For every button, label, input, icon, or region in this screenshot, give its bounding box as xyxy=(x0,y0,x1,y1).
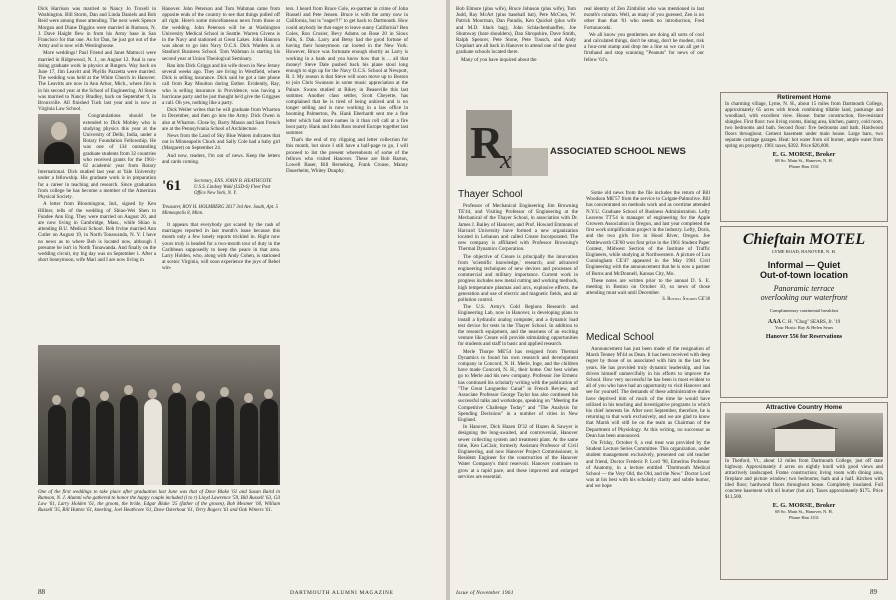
ad-broker: E. G. MORSE, Broker xyxy=(772,151,836,158)
motel-name: Chieftain MOTEL xyxy=(742,231,866,248)
ad-body: In charming village, Lyme, N. H., about 15 miles from Dartmouth College, approximately 65 acres with brook combining tillable land, pasturage and woodland, with excellent view. House: frame construction, fire-resistant shingles. First floor: two living rooms, dining area, kitchen, pantry, cold room, two bedrooms and bath. Second floor: five bedrooms and bath. Hardwood floors throughout. Cement basement under main house. Large barn, two separate carriage garages. Heat: hot water from oil burner, ample water from spring on property. 1961 taxes, $392. Price $26,000. xyxy=(725,102,883,149)
paragraph: Bob Elmore (plus wife), Bruce Johnson (plus wife), Tom Judd, Ray McArt (plus baseball bat), Pete McCrea, W. Patrick Moorman, Dan Paradis, Ken Quickel (plus wife and M.D. black bag), John Schlachenhauffen, Joe Shumway (bare shoulders), Dan Shropshire, Dave Smith, Ralph Spencer, Pete Stone, Pete Tousch, and Andy Urquhart are all back in Hanover to attend one of the great graduate schools located there. xyxy=(456,6,576,56)
paragraph: Dick Harrison was married to Nancy Jo Troxell in Washington. Bill Storm, Dan and Linda Daniels and Bob Reid were among those attending. The next week Spence Morgan and Diane Diggins were married in Rumson, N. J. Dave Haight flew in from his Army base in San Francisco for that one. As for Dan, he just got out of the Army and is now with Westinghouse. xyxy=(38,6,156,50)
aaa-badge: AAA xyxy=(767,319,781,325)
ad-address: 68 So. Main St., Hanover, N. H. xyxy=(775,158,833,163)
left-column-2 xyxy=(162,6,280,176)
paragraph: These notes are written prior to the annual D. S. E. meeting in Boston on October 10, so news of those attending must wait until December. xyxy=(586,277,710,297)
secretary-address: Secretary, ENS. JOHN B. HEATHCOTE U.S.S. Lindsey Wakl (LSD-6) Fleet Post Office New York, N. Y. xyxy=(194,179,272,196)
paragraph: A letter from Bloomington, Ind., signed by Ken Hillner, tells of the wedding of Shiao-Wei Shen to Fundee Ann Eng. They were married on August 20, and are now living in Cambridge, Mass., while Shiao is attending B.U. Medical School. Bob Irvine married Ann Cutler on August 19, in North Tonawanda, N. Y. I have no news as to where Bob is located now, although I presume he isn't in North Tonawanda. And finally on the wedding circuit, my big day was on September 1. After a short honeymoon, wife Mari and I are now living in xyxy=(38,201,156,264)
chieftain-motel-ad xyxy=(720,226,888,398)
motel-line-3: Panoramic terrace xyxy=(773,284,835,293)
ad-title: Retirement Home xyxy=(777,94,831,101)
country-home-ad xyxy=(720,402,888,580)
ad-phone: Phone Han 1331 xyxy=(789,515,819,520)
thayer-column-2 xyxy=(586,190,710,326)
paragraph: We all know you gentlemen are doing all sorts of cool and calculated things, don't be smug, don't be modest, risk a four-cent stamp and drop me a line so we can all get it firsthand and stop scanning "Peanuts" for news of our fellow '61's. xyxy=(584,31,704,63)
ad-broker: E. G. MORSE, Broker xyxy=(772,502,836,509)
motel-line-4: overlooking our waterfront xyxy=(760,293,848,302)
paragraph: More weddings! Paul Friend and Janet Mattucci were married in Ridgewood, N. J., on August 12. Paul is now doing graduate work in physics at Rutgers. Way back on June 17, Jim Leavitt and Phyllis Pazzetta were married. The wedding was held at the White Church in Hanover. The Leavitts are now in Ann Arbor, Mich., where Jim is in his second year at the School of Engineering. Al Stone was married to Nancy Bradley, back on September 9, in Bronxville. All finished Tuck last year and is now at Virginia Law School. xyxy=(38,50,156,113)
motel-hosts: Your Hosts: Ray & Helen Sears xyxy=(774,325,834,330)
paragraph: Merle Thorpe ME'54 has resigned from Thermal Dynamics to found his own research and development company in Concord, N. H. Merle, Inge, and the children have made Concord, N. H., their home. Our best wishes go to Merle and his new company. Professor Joe Ermenc has continued his scholarly writing with the publication of "The Great Languedoc Canal" in French Review, and Associate Professor George Taylor has also continued his successful talks and workshops, speaking on "Meeting the Competitive Challenge Today" and "The Analysis for Spending Decisions" in a number of cities in New England. xyxy=(458,348,578,423)
ad-title: Attractive Country Home xyxy=(765,404,843,411)
paragraph: News from the Land of Sky Blue Waters indicates that out in Minneapolis Chuck and Sally Cole had a baby girl (Margaret) on September 24. xyxy=(162,133,280,152)
paragraph: Some old news from the file includes the return of Bill Woodson ME'57 from the service to Colgate-Palmolive. Bill has concentrated on methods work and as overtime attended N.Y.U. Graduate School of Business Administration. Lefty Leavens TT'54 is manager of engineering for the Apple Growers Association in Oregon, and last year completed the first work simplification project in the industry. Lefty, Doris, and the two girls live in Hood River, Oregon. Joe Wattleworth CE'60 won first prize in the 1961 Student Paper Contest, Midwest Section of the Institute of Traffic Engineers, while studying at Northwestern. A picture of Lou Cunningham CE'47 appeared in the May 1961 Civil Engineering with the announcement that he is now a partner of Burns and McDonnell, Kansas City, Mo. xyxy=(586,190,710,277)
paragraph: The objective of Creare is principally the innovation from 'scientific knowledge,' research, and advanced engineering techniques of new devices and processes of commercial and military importance. Current work in progress includes new metal cutting and working methods, high temperature plasmas and arcs, explosive effects, the generation and use of electric and magnetic fields, and air pollution control. xyxy=(458,253,578,304)
ad-body: In Thetford, Vt., about 12 miles from Dartmouth College, just off state highway. Approximately 4 acres on nightly knoll with good views and attractively landscaped. Frame construction; living room with dining area, fireplace and picture window; two bedrooms; bath and a half. Kitchen with tiled floor; hardwood floors throughout house. Completely insulated. Full concrete basement with oil burner (hot air). Taxes approximately $175. Price $11,500. xyxy=(725,459,883,500)
paragraph: In Hanover, Dick Hazen D'32 of Hazen & Sawyer is designing the long-awaited, and controversial, Hanover sewer collecting system and treatment plant. At the same time, Ken LaClair, formerly Assistant Professor of Civil Engineering, and now Hanover Project Commissioner, is Resident Engineer for the construction of the Hanover Water Company's third reservoir. Hanover continues to grow at a rapid pace, and these improved and enlarged services are essential. xyxy=(458,424,578,480)
medical-school-heading: Medical School xyxy=(586,332,654,343)
right-page xyxy=(450,0,896,600)
retirement-home-ad xyxy=(720,92,888,222)
left-page xyxy=(0,0,446,600)
photo-caption: One of the first weddings to take place after graduation last June was that of Dave Blake '61 and Susan Baird in Rumson, N. J. Alumni who gathered to honor the happy couple included (l to r) Lloyd Lawrence '59, Bill Russell '63, Gil Low '61, Larry Holden '61, the groom, the bride, Edgar Blake '25 (father of the groom), Bob Mesmer '60, William Russell '35, Bill Hutton '61, kneeling, Joel Heathcote '61, Dave Osterhout '61, Terry Rogers '61 and Oak Winters '61. xyxy=(38,490,280,513)
paragraph: Professor of Mechanical Engineering Jim Browning TE'44, and Visiting Professor of Engineering at the Mechanical of the Thayer School, in association with Dr. James J. Bailey of Hanover, and Prof. Howard Emmons of Harvard University have formed a new organization located in Lebanon and called Creare Incorporated. The new company is affiliated with Professor Browning's Thermal Dynamics Corporation. xyxy=(458,203,578,253)
ad-phone: Phone Han 1331 xyxy=(789,164,819,169)
motel-owner: C. H. "Chug" SEARS, Jr. '19 xyxy=(782,320,841,325)
right-column-2-top xyxy=(584,6,704,110)
left-column-1 xyxy=(38,6,156,274)
paragraph: The U.S. Army's Cold Regions Research and Engineering Lab, now in Hanover, is developing plans to install a hydraulic analog computer, and a dynamic load test device for tests in the Thayer School. In addition to the research equipment, and the nearness of an exciting venture like Creare will provide stimulating opportunities for students and staff in basic and applied research. xyxy=(458,304,578,348)
magazine-footer: DARTMOUTH ALUMNI MAGAZINE xyxy=(290,590,394,596)
thayer-signature: S. Russell Stearns CE'38 xyxy=(662,297,710,303)
thayer-school-heading: Thayer School xyxy=(458,189,523,200)
motel-address: LYME ROAD, HANOVER, N. H. xyxy=(772,249,836,254)
paragraph: Many of you have inquired about the xyxy=(461,56,537,63)
motel-line-1: Informal — Quiet xyxy=(767,260,841,270)
paragraph: It appears that everybody got scared by the rash of marriages reported in last month's issue because this month only a few lonely reports trickled in. Right now yours truly is headed for a two-month tour of duty in the Caribbean supposedly to keep the peace in that area. Larry Holden, who, along with Andy Cohen, is stationed at scenic Virginia, will soon experience the joys of Rebel win- xyxy=(162,222,280,272)
paragraph: That's the end of my clipping and letter collection for this month, but since I still have a half-page to go, I will proceed to list the present whereabouts of some of the fellows who visited Hanover. These are Bob Barton, Lowell Baser, Bill Berneking, Frank Crouse, Manny Dauerheim, Whitey Dunphy. xyxy=(286,137,408,175)
motel-line-2: Out-of-town location xyxy=(760,270,848,280)
left-column-2-continued xyxy=(162,222,280,342)
paragraph: ters. I heard from Bruce Cole, ex-partner in crime of John Russell and Pete Jensen. Bruce is with the army now in California, but is "eager!!!" to get back to Dartmouth. How could anybody be that eager to leave sunny California? Ben Coles, Ron Crosier, Bevy Adams on Rose 20 in Sioux Falls, S. Dak. Larry and Betsy had the good fortune of having their honeymoon car looted in the New York. However, Bruce was fortunate enough shortly as Larry is working in a bank and you know how that is ... all that money! Steve Dale pushed back his plane stool long enough to sign up for the Navy O.C.S. School at Newport, R. I. My reason is that Steve will soon move up to Boston to join Chris Swanson in some music appreciation at the Palace. Swans studied at Rikey in Beaseville this last summer. Another class settler, Scott Cheyette, has complained that he is tired of being unhired and is no longer selling and is now working in a law office in booming Palmerton, Pa. Hank Eberhardt sent me a fine letter which had more names in it than roll call at a fire boot party. Hank and John Ross toured Europe together last summer. xyxy=(286,6,408,137)
left-column-3 xyxy=(286,6,408,540)
house-photo xyxy=(725,413,883,457)
paragraph: Ran into Dick Griggs and his wife down in New Jersey several weeks ago. They are living in Westfield, where Dick is selling insurance. Dick said he got a late phone call from Ray Moulton during Esther. Evidently, Ray, who is selling insurance in Providence, was having a hurricane party and he just thought he'd give the Griggses a call. Oh yes, nothing like a party. xyxy=(162,62,280,107)
portrait-photo xyxy=(38,114,80,164)
issue-footer: Issue of November 1961 xyxy=(456,590,514,596)
treasurer-address: Treasurer, ROY H. HOLMBERG 2617 3rd Ave. South, Apt. 5 Minneapolis 8, Minn. xyxy=(162,205,279,216)
paragraph: Dick Weiler writes that he will graduate from Wharton in December, and then go into the Army. Dick Owen is also at Wharton. Close by, Barry Mason and Sam French are at the Pennsylvania School of Architecture. xyxy=(162,107,280,132)
svg-text:x: x xyxy=(500,145,512,174)
medical-column xyxy=(586,346,710,578)
thayer-column-1 xyxy=(458,203,578,577)
paragraph: Announcement has just been made of the resignation of Marsh Tenney M'44 as Dean. It has been received with deep regret by those of us associated with him in the last few years. He has provided truly dynamic leadership, and has driven himself unmercifully in his efforts to improve the School. How very successful he has been is most evident to all of you who have had an opportunity to visit Hanover and see for yourself. The demands of these administrative duties have deprived him of much of the time he would have utilized in his teaching and investigative programs in which his chief interests lie. After next September, therefore, he is returning to that work exclusively, and we are glad to know that Marsh will still be on the team as Chairman of the Department of Physiology. At this writing, no successor as Dean has been announced. xyxy=(586,346,710,439)
paragraph: And now, readers, I'm out of news. Keep the letters and cards coming. xyxy=(162,152,280,165)
associated-school-news-title: ASSOCIATED SCHOOL NEWS xyxy=(550,146,686,157)
wedding-group-photo xyxy=(38,345,280,485)
page-number-right: 89 xyxy=(870,588,877,596)
class-year-label: '61 xyxy=(162,178,182,194)
paragraph: real identity of Zen Zimbilist who was mentioned in last month's column. Well, as many of you guessed, Zen is no other than that '61 who needs no introduction, Fred Fortunacoski. xyxy=(584,6,704,31)
motel-breakfast: Complimentary continental breakfast xyxy=(769,308,839,313)
associated-school-news-logo xyxy=(460,108,550,186)
motel-phone: Hanover 556 for Reservations xyxy=(765,334,843,340)
right-column-1-top xyxy=(456,6,576,110)
page-number-left: 88 xyxy=(38,588,45,596)
paragraph: Congratulations should be extended to Dick Mobley who is studying physics this year at the University of Delhi, India, under a Rotary Foundation Fellowship. He was one of 134 outstanding graduate students from 32 countries who received grants for the 1961-62 academic year from Rotary International. Dick studied last year at Yale University under a fellowship. His graduate work is in preparation for a career in teaching and research. Since graduation from college he has become a member of the American Physical Society. xyxy=(38,113,156,201)
paragraph: On Friday, October 6, a real treat was provided by the Student Lecture Series Committee. This organization, under student management exclusively, presented our old teacher and friend, Doctor Frederic P. Lord '98, Emeritus Professor of Anatomy, in a lecture entitled "Dartmouth Medical School — the Very Old, the Old, and the New." Doctor Lord was at his best with his scholarly clarity and subtle humor, and we hope xyxy=(586,440,710,490)
ad-address: 68 So. Main St., Hanover, N. H. xyxy=(775,509,833,514)
svg-text:R: R xyxy=(470,117,504,168)
paragraph: Hanover. John Peterson and Tom Wahman came from opposite ends of the country to see that things pulled off all right. Here's some miscellaneous news from those at the wedding. John Peterson will be at Washington University Medical School in Seattle. Warren Givens is in the Navy and stationed at Great Lakes. John Hannon was about to go into Navy O.C.S. Dick Warden is at Stanford Business School. Tom Wahman is starting his second year at Union Theological Seminary. xyxy=(162,6,280,62)
